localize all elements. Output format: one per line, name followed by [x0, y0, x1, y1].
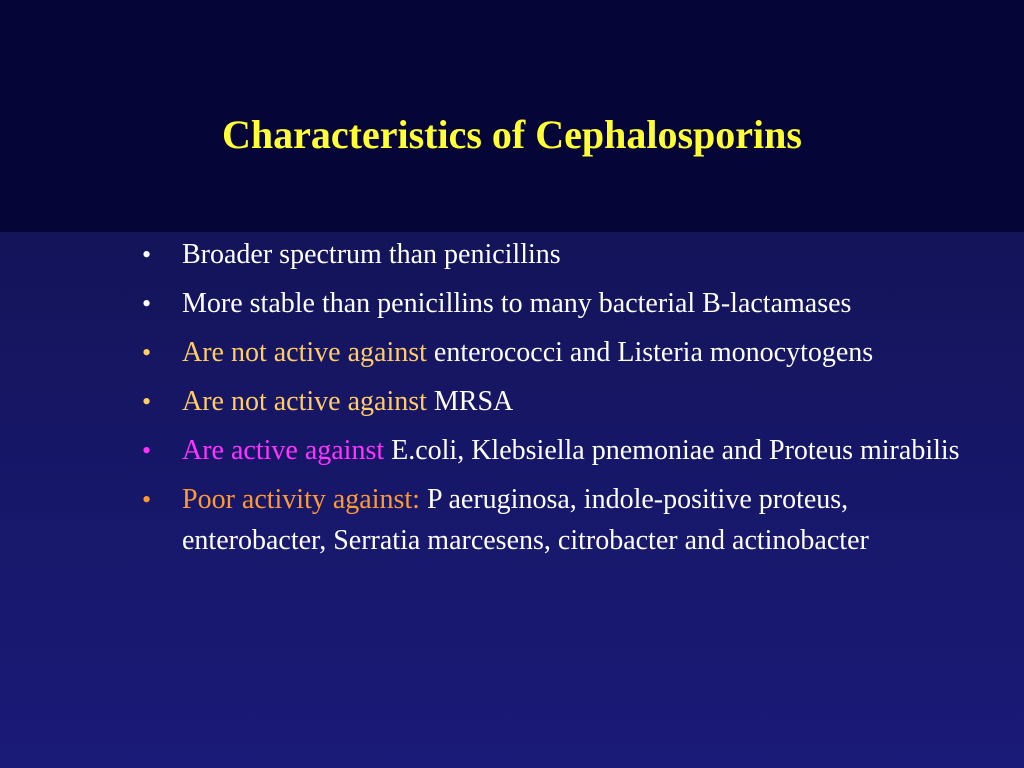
bullet-dot: • — [142, 387, 152, 416]
bullet-text: P aeruginosa, indole-positive proteus, enterobacter, Serratia marcesens, citrobacter and actinobacter — [182, 484, 869, 556]
bullet-dot: • — [142, 240, 152, 269]
bullet-text: More stable than penicillins to many bacterial B-lactamases — [182, 288, 852, 319]
bullet-text: enterococci and Listeria monocytogens — [426, 337, 874, 368]
bullet-lead: Are active against — [182, 435, 385, 466]
bullet-dot: • — [142, 289, 152, 318]
bullet-item — [142, 430, 982, 471]
bullet-dot: • — [142, 338, 152, 367]
bullet-list — [142, 234, 982, 569]
bullet-item — [142, 234, 982, 275]
bullet-lead: Are not active against — [182, 386, 427, 417]
bullet-text: MRSA — [426, 386, 514, 417]
bullet-item — [142, 381, 982, 422]
bullet-dot: • — [142, 485, 152, 514]
bullet-item — [142, 283, 982, 324]
bullet-item — [142, 479, 982, 561]
bullet-text: Broader spectrum than penicillins — [182, 239, 561, 270]
bullet-lead: Are not active against — [182, 337, 427, 368]
bullet-text: E.coli, Klebsiella pnemoniae and Proteus mirabilis — [384, 435, 960, 466]
bullet-dot: • — [142, 436, 152, 465]
slide-title: Characteristics of Cephalosporins — [222, 112, 802, 157]
bullet-lead: Poor activity against: — [182, 484, 420, 515]
bullet-item — [142, 332, 982, 373]
